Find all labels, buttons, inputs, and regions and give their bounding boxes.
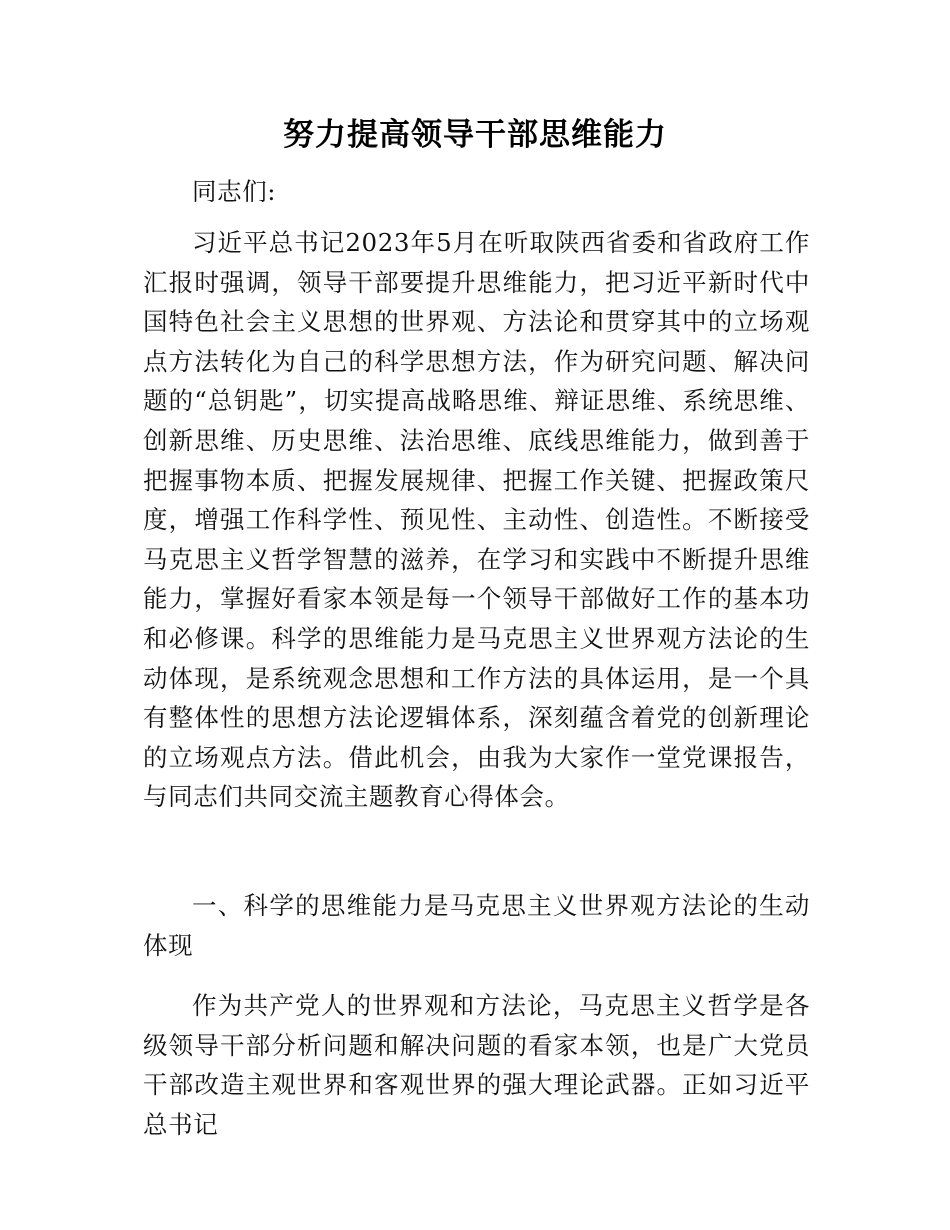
paragraph-intro: 习近平总书记2023年5月在听取陕西省委和省政府工作汇报时强调，领导干部要提升思维能力，把习近平新时代中国特色社会主义思想的世界观、方法论和贯穿其中的立场观点方法转化为自己的科学思想方法，作为研究问题、解决问题的“总钥匙”，切实提高战略思维、辩证思维、系统思维、创新思维、历史思维、法治思维、底线思维能力，做到善于把握事物本质、把握发展规律、把握工作关键、把握政策尺度，增强工作科学性、预见性、主动性、创造性。不断接受马克思主义哲学智慧的滋养，在学习和实践中不断提升思维能力，掌握好看家本领是每一个领导干部做好工作的基本功和必修课。科学的思维能力是马克思主义世界观方法论的生动体现，是系统观念思想和工作方法的具体运用，是一个具有整体性的思想方法论逻辑体系，深刻蕴含着党的创新理论的立场观点方法。借此机会，由我为大家作一堂党课报告，与同志们共同交流主题教育心得体会。 <box>143 228 810 812</box>
document-title: 努力提高领导干部思维能力 <box>283 117 667 153</box>
paragraph-section-1: 作为共产党人的世界观和方法论，马克思主义哲学是各级领导干部分析问题和解决问题的看家本领，也是广大党员干部改造主观世界和客观世界的强大理论武器。正如习近平总书记 <box>143 991 810 1139</box>
section-heading-1: 一、科学的思维能力是马克思主义世界观方法论的生动体现 <box>143 891 810 960</box>
salutation: 同志们: <box>192 177 277 206</box>
